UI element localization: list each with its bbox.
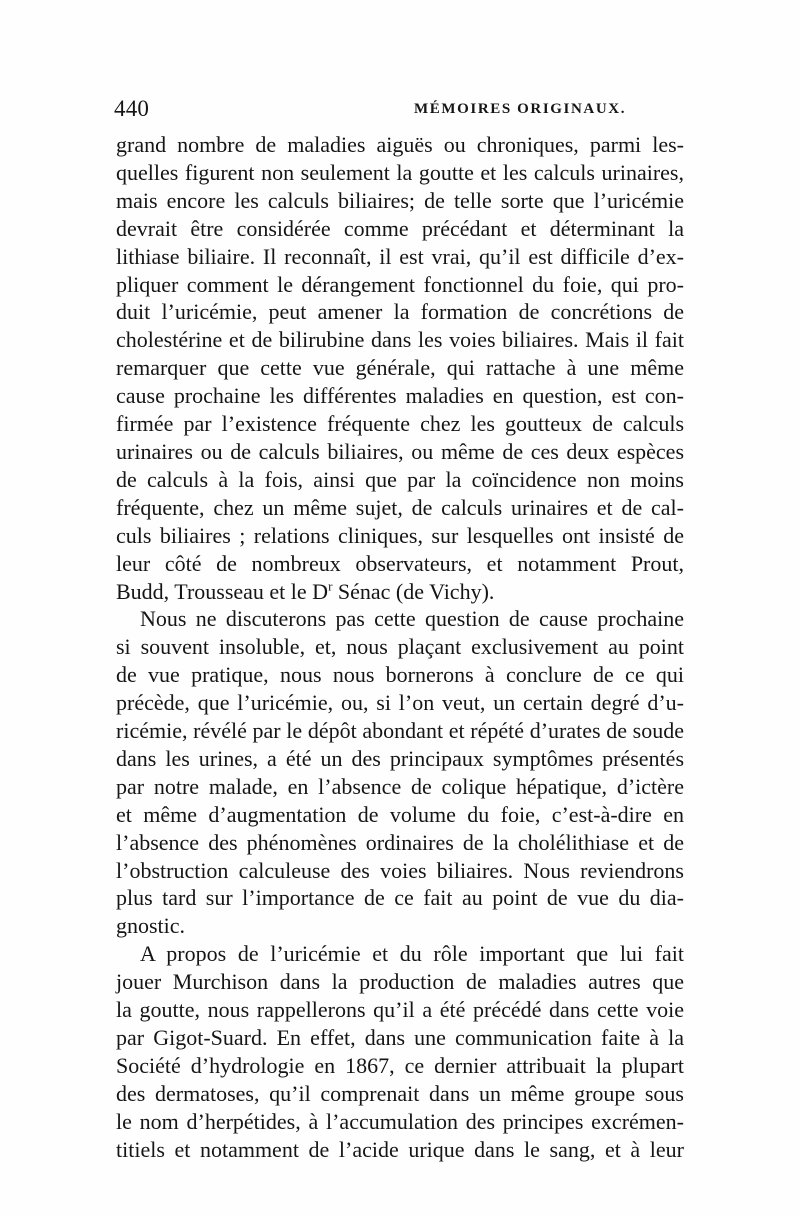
text-line: cause prochaine les différentes maladies en question, est con-	[116, 383, 684, 409]
text-line: précède, que l’uricémie, ou, si l’on veut, un certain degré d’u-	[116, 690, 684, 716]
text-line: la goutte, nous rappellerons qu’il a été précédé dans cette voie	[116, 997, 684, 1023]
text-line: quelles figurent non seulement la goutte et les calculs urinaires,	[116, 159, 684, 185]
text-line: firmée par l’existence fréquente chez les goutteux de calculs	[116, 411, 684, 437]
text-line: de calculs à la fois, ainsi que par la coïncidence non moins	[116, 466, 684, 492]
text-line: l’obstruction calculeuse des voies biliaires. Nous reviendrons	[116, 857, 684, 883]
text-line: mais encore les calculs biliaires; de telle sorte que l’uricémie	[116, 187, 684, 213]
page-number: 440	[114, 96, 150, 121]
text-line: par Gigot-Suard. En effet, dans une communication faite à la	[116, 1025, 684, 1050]
text-line: lithiase biliaire. Il reconnaît, il est vrai, qu’il est difficile d’ex-	[116, 243, 684, 269]
text-line: Société d’hydrologie en 1867, ce dernier attribuait la plupart	[116, 1052, 684, 1078]
text-line: si souvent insoluble, et, nous plaçant exclusivement au point	[116, 634, 684, 660]
paragraph-start-line: Nous ne discuterons pas cette question de cause prochaine	[140, 606, 684, 632]
text-line: devrait être considérée comme précédant et déterminant la	[116, 215, 684, 241]
text-line: titiels et notamment de l’acide urique dans le sang, et à leur	[116, 1136, 684, 1162]
text-fragment: Sénac (de Vichy).	[332, 578, 495, 604]
text-line: duit l’uricémie, peut amener la formation de concrétions de	[116, 299, 684, 325]
text-line: urinaires ou de calculs biliaires, ou même de ces deux espèces	[116, 438, 684, 464]
text-line: des dermatoses, qu’il comprenait dans un même groupe sous	[116, 1080, 684, 1106]
text-line: culs biliaires ; relations cliniques, sur lesquelles ont insisté de	[116, 522, 684, 548]
text-line: et même d’augmentation de volume du foie, c’est-à-dire en	[116, 801, 684, 827]
text-line: de vue pratique, nous nous bornerons à conclure de ce qui	[116, 662, 684, 688]
text-line: dans les urines, a été un des principaux symptômes présentés	[116, 745, 684, 771]
text-line: l’absence des phénomènes ordinaires de la cholélithiase et de	[116, 829, 684, 855]
text-line: plus tard sur l’importance de ce fait au point de vue du dia-	[116, 885, 684, 911]
text-line: le nom d’herpétides, à l’accumulation des principes excrémen-	[116, 1108, 684, 1134]
text-line: pliquer comment le dérangement fonctionnel du foie, qui pro-	[116, 271, 684, 297]
running-head: MÉMOIRES ORIGINAUX.	[414, 101, 627, 117]
body-text	[116, 131, 684, 1164]
paragraph-end-line	[116, 578, 684, 606]
text-line: par notre malade, en l’absence de colique hépatique, d’ictère	[116, 773, 684, 799]
paragraph-start-line: A propos de l’uricémie et du rôle important que lui fait	[140, 941, 684, 967]
text-line: remarquer que cette vue générale, qui rattache à une même	[116, 355, 684, 381]
text-line: leur côté de nombreux observateurs, et notamment Prout,	[116, 550, 684, 576]
superscript: r	[328, 578, 333, 594]
text-line: jouer Murchison dans la production de maladies autres que	[116, 969, 684, 995]
text-line: ricémie, révélé par le dépôt abondant et répété d’urates de soude	[116, 718, 684, 744]
page-header	[114, 96, 684, 124]
text-line: fréquente, chez un même sujet, de calculs urinaires et de cal-	[116, 494, 684, 520]
text-fragment: Budd, Trousseau et le D	[116, 578, 329, 604]
paragraph-end-line: gnostic.	[116, 913, 186, 939]
text-line: cholestérine et de bilirubine dans les voies biliaires. Mais il fait	[116, 327, 684, 353]
text-line: grand nombre de maladies aiguës ou chroniques, parmi les-	[116, 132, 684, 157]
